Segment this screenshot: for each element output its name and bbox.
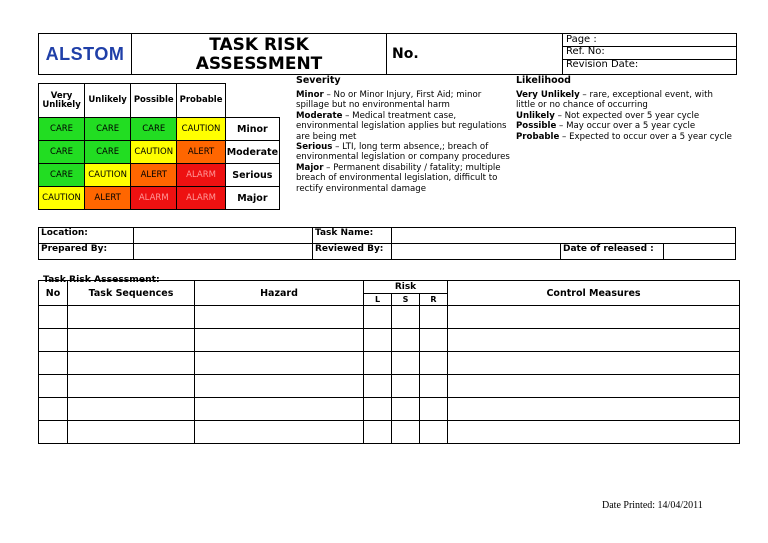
risk-matrix	[38, 83, 280, 210]
page-label: Page :	[566, 34, 597, 45]
table-row	[39, 352, 740, 375]
document-number-label: No.	[392, 46, 419, 62]
ref-no-label: Ref. No:	[566, 46, 605, 57]
likelihood-item: Unlikely – Not expected over 5 year cycle	[516, 110, 700, 121]
severity-item: Moderate – Medical treatment case, environmental legislation applies but regulations are being met	[296, 110, 507, 142]
reviewed-by-label: Reviewed By:	[313, 244, 392, 260]
severity-item: Serious – LTI, long term absence,; breach of environmental legislation or company procedures	[296, 142, 510, 163]
ref-no-field[interactable]	[563, 46, 737, 60]
matrix-header-possible: Possible	[131, 84, 177, 118]
cell[interactable]	[448, 421, 740, 444]
matrix-cell: CARE	[39, 141, 85, 164]
cell[interactable]	[392, 329, 420, 352]
matrix-cell: ALERT	[131, 164, 177, 187]
matrix-cell: CARE	[39, 118, 85, 141]
task-name-field[interactable]	[392, 228, 736, 244]
matrix-row-minor: Minor	[225, 118, 279, 141]
cell[interactable]	[68, 306, 195, 329]
likelihood-item: Very Unlikely – rare, exceptional event, with little or no chance of occurring	[516, 90, 713, 111]
reviewed-by-field[interactable]	[392, 244, 561, 260]
severity-heading: Severity	[296, 75, 341, 86]
col-r-header: R	[420, 294, 448, 306]
matrix-cell: ALERT	[177, 141, 225, 164]
revision-date-label: Revision Date:	[566, 59, 639, 70]
matrix-cell: ALARM	[177, 187, 225, 210]
cell[interactable]	[39, 352, 68, 375]
cell[interactable]	[195, 375, 364, 398]
matrix-header-unlikely: Unlikely	[85, 84, 131, 118]
table-row	[39, 375, 740, 398]
cell[interactable]	[420, 329, 448, 352]
matrix-cell: CAUTION	[177, 118, 225, 141]
document-title	[132, 33, 387, 75]
cell[interactable]	[448, 306, 740, 329]
cell[interactable]	[195, 398, 364, 421]
cell[interactable]	[39, 398, 68, 421]
cell[interactable]	[68, 421, 195, 444]
cell[interactable]	[364, 421, 392, 444]
likelihood-item: Probable – Expected to occur over a 5 year cycle	[516, 131, 732, 142]
date-released-label: Date of released :	[561, 244, 664, 260]
document-number-field[interactable]	[387, 33, 563, 75]
cell[interactable]	[364, 306, 392, 329]
matrix-corner	[225, 84, 279, 118]
likelihood-section	[516, 75, 732, 142]
cell[interactable]	[392, 398, 420, 421]
col-control-header: Control Measures	[448, 281, 740, 306]
matrix-header-probable: Probable	[177, 84, 225, 118]
matrix-cell: ALERT	[85, 187, 131, 210]
cell[interactable]	[68, 398, 195, 421]
col-task-header: Task Sequences	[68, 281, 195, 306]
cell[interactable]	[448, 329, 740, 352]
matrix-cell: CAUTION	[85, 164, 131, 187]
severity-item: Minor – No or Minor Injury, First Aid; minor spillage but no environmental harm	[296, 90, 482, 111]
cell[interactable]	[364, 352, 392, 375]
likelihood-heading: Likelihood	[516, 75, 571, 86]
cell[interactable]	[39, 375, 68, 398]
location-field[interactable]	[134, 228, 313, 244]
matrix-row-serious: Serious	[225, 164, 279, 187]
revision-date-field[interactable]	[563, 59, 737, 75]
matrix-cell: CARE	[39, 164, 85, 187]
assessment-heading: Task Risk Assessment:	[43, 274, 160, 285]
severity-list	[296, 90, 510, 194]
table-row	[39, 398, 740, 421]
col-no-header: No	[39, 281, 68, 306]
cell[interactable]	[392, 306, 420, 329]
cell[interactable]	[195, 352, 364, 375]
table-row	[39, 306, 740, 329]
cell[interactable]	[420, 306, 448, 329]
severity-section	[296, 75, 510, 194]
cell[interactable]	[68, 375, 195, 398]
task-info-table	[38, 227, 736, 260]
cell[interactable]	[448, 398, 740, 421]
matrix-cell: CARE	[85, 141, 131, 164]
col-s-header: S	[392, 294, 420, 306]
title-line-1: TASK RISK	[209, 35, 309, 55]
cell[interactable]	[448, 375, 740, 398]
prepared-by-field[interactable]	[134, 244, 313, 260]
cell[interactable]	[195, 306, 364, 329]
col-hazard-header: Hazard	[195, 281, 364, 306]
cell[interactable]	[364, 375, 392, 398]
matrix-cell: CAUTION	[39, 187, 85, 210]
cell[interactable]	[195, 329, 364, 352]
severity-item: Major – Permanent disability / fatality; multiple breach of environmental legislation, difficult to rectify environmental damage	[296, 162, 501, 194]
cell[interactable]	[364, 329, 392, 352]
cell[interactable]	[420, 398, 448, 421]
cell[interactable]	[392, 352, 420, 375]
matrix-header-very-unlikely: Very Unlikely	[39, 84, 85, 118]
cell[interactable]	[195, 421, 364, 444]
page-field[interactable]	[563, 33, 737, 47]
cell[interactable]	[68, 329, 195, 352]
date-printed: Date Printed: 14/04/2011	[602, 500, 703, 511]
cell[interactable]	[39, 306, 68, 329]
date-released-field[interactable]	[664, 244, 736, 260]
cell[interactable]	[420, 375, 448, 398]
cell[interactable]	[364, 398, 392, 421]
location-label: Location:	[39, 228, 134, 244]
table-row	[39, 329, 740, 352]
cell[interactable]	[420, 421, 448, 444]
alstom-logo: ALSTOM	[38, 33, 132, 75]
cell[interactable]	[39, 421, 68, 444]
matrix-cell: CARE	[131, 118, 177, 141]
col-l-header: L	[364, 294, 392, 306]
cell[interactable]	[39, 329, 68, 352]
table-row	[39, 421, 740, 444]
matrix-cell: ALARM	[177, 164, 225, 187]
matrix-row-major: Major	[225, 187, 279, 210]
cell[interactable]	[448, 352, 740, 375]
cell[interactable]	[392, 375, 420, 398]
assessment-table	[38, 280, 740, 444]
matrix-row-moderate: Moderate	[225, 141, 279, 164]
prepared-by-label: Prepared By:	[39, 244, 134, 260]
matrix-cell: ALARM	[131, 187, 177, 210]
likelihood-item: Possible – May occur over a 5 year cycle	[516, 121, 696, 132]
col-risk-header: Risk	[364, 281, 448, 294]
matrix-cell: CARE	[85, 118, 131, 141]
cell[interactable]	[420, 352, 448, 375]
title-line-2: ASSESSMENT	[195, 54, 323, 74]
matrix-cell: CAUTION	[131, 141, 177, 164]
cell[interactable]	[392, 421, 420, 444]
likelihood-list	[516, 90, 732, 142]
cell[interactable]	[68, 352, 195, 375]
task-name-label: Task Name:	[313, 228, 392, 244]
